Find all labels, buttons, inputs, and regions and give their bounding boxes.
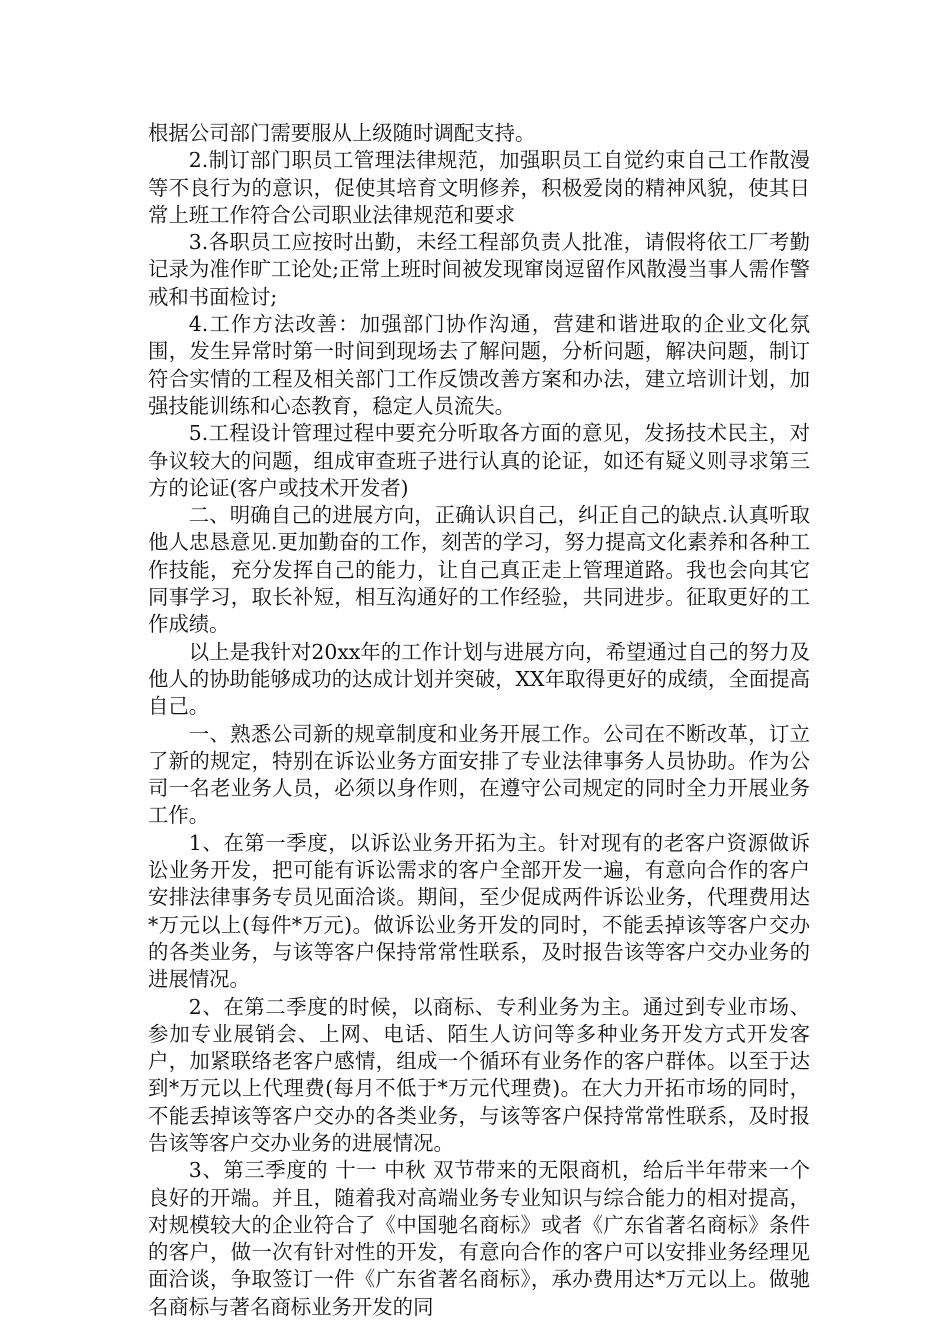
paragraph: 二、明确自己的进展方向，正确认识自己，纠正自己的缺点.认真听取他人忠恳意见.更加勤奋的工作，刻苦的学习，努力提高文化素养和各种工作技能，充分发挥自己的能力，让自己真正走上管理道路。我也会向其它同事学习，取长补短，相互沟通好的工作经验，共同进步。征取更好的工作成绩。 xyxy=(148,503,810,637)
paragraph: 以上是我针对20xx年的工作计划与进展方向，希望通过自己的努力及他人的协助能够成功的达成计划并突破，XX年取得更好的成绩，全面提高自己。 xyxy=(148,639,810,719)
paragraph: 2、在第二季度的时候，以商标、专利业务为主。通过到专业市场、参加专业展销会、上网、电话、陌生人访问等多种业务开发方式开发客户，加紧联络老客户感情，组成一个循环有业务作的客户群体。以至于达到*万元以上代理费(每月不低于*万元代理费)。在大力开拓市场的同时，不能丢掉该等客户交办的各类业务，与该等客户保持常常性联系，及时报告该等客户交办业务的进展情况。 xyxy=(148,994,810,1155)
paragraph: 4.工作方法改善：加强部门协作沟通，营建和谐进取的企业文化氛围，发生异常时第一时间到现场去了解问题，分析问题，解决问题，制订符合实情的工程及相关部门工作反馈改善方案和办法，建立培训计划，加强技能训练和心态教育，稳定人员流失。 xyxy=(148,312,810,418)
paragraph: 5.工程设计管理过程中要充分听取各方面的意见，发扬技术民主，对争议较大的问题，组成审查班子进行认真的论证，如还有疑义则寻求第三方的论证(客户或技术开发者) xyxy=(148,421,810,500)
paragraph: 3、第三季度的 十一 中秋 双节带来的无限商机，给后半年带来一个良好的开端。并且，随着我对高端业务专业知识与综合能力的相对提高，对规模较大的企业符合了《中国驰名商标》或者《广东省著名商标》条件的客户，做一次有针对性的开发，有意向合作的客户可以安排业务经理见面洽谈，争取签订一件《广东省著名商标》，承办费用达*万元以上。做驰名商标与著名商标业务开发的同 xyxy=(148,1158,810,1319)
document-page xyxy=(148,120,810,1321)
paragraph: 2.制订部门职员工管理法律规范，加强职员工自觉约束自己工作散漫等不良行为的意识，促使其培育文明修养，积极爱岗的精神风貌，使其日常上班工作符合公司职业法律规范和要求 xyxy=(148,148,810,227)
paragraph: 根据公司部门需要服从上级随时调配支持。 xyxy=(148,121,536,145)
paragraph: 3.各职员工应按时出勤，未经工程部负责人批准，请假将依工厂考勤记录为准作旷工论处;正常上班时间被发现窜岗逗留作风散漫当事人需作警戒和书面检讨; xyxy=(148,230,810,309)
paragraph: 1、在第一季度，以诉讼业务开拓为主。针对现有的老客户资源做诉讼业务开发，把可能有诉讼需求的客户全部开发一遍，有意向合作的客户安排法律事务专员见面洽谈。期间，至少促成两件诉讼业务，代理费用达*万元以上(每件*万元)。做诉讼业务开发的同时，不能丢掉该等客户交办的各类业务，与该等客户保持常常性联系，及时报告该等客户交办业务的进展情况。 xyxy=(148,830,810,992)
paragraph: 一、熟悉公司新的规章制度和业务开展工作。公司在不断改革，订立了新的规定，特别在诉讼业务方面安排了专业法律事务人员协助。作为公司一名老业务人员，必须以身作则，在遵守公司规定的同时全力开展业务工作。 xyxy=(148,721,810,828)
